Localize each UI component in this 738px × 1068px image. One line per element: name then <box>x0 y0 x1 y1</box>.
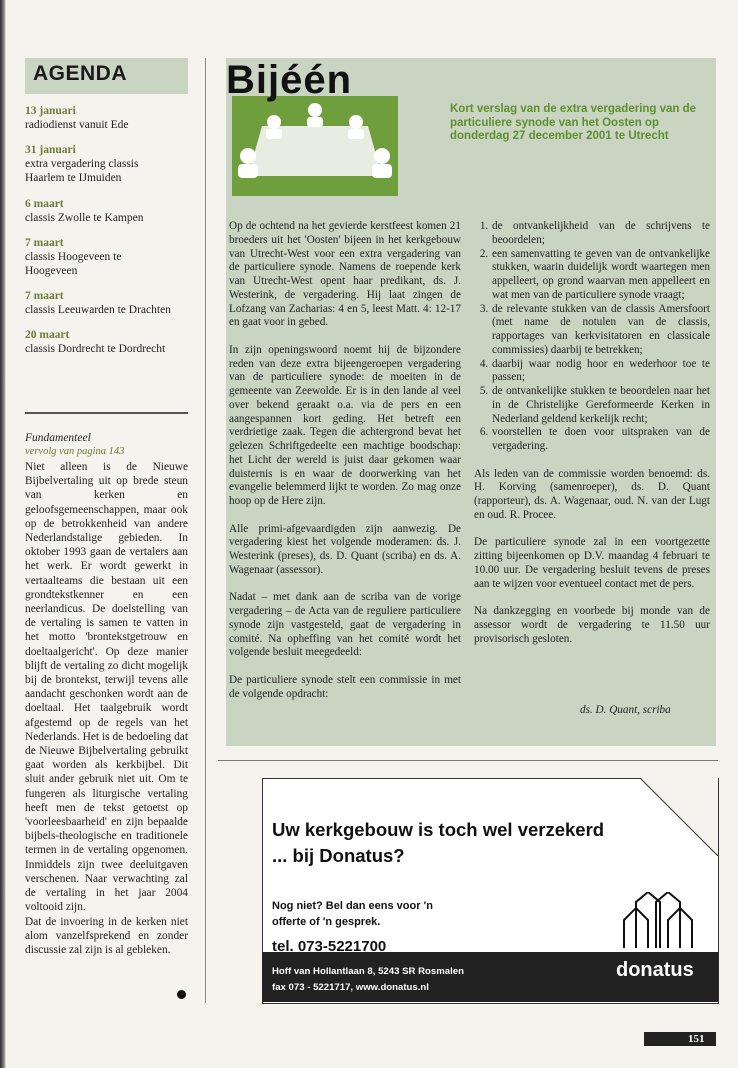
ad-headline-line: ... bij Donatus? <box>272 845 405 866</box>
agenda-text: radiodienst vanuit Ede <box>25 119 129 131</box>
article-subtitle: Kort verslag van de extra vergadering van de particuliere synode van het Oosten op donderdag 27 december 2001 te Utrecht <box>450 103 697 143</box>
page-number: 151 <box>688 1033 705 1045</box>
list-item: 2. een samenvatting te geven van de ontvankelijke stukken, waarin duidelijk wordt waartegen men appelleert, op grond waarvan men appelleert en wat men van de particuliere synode vraagt; <box>491 248 710 303</box>
agenda-item <box>25 104 188 132</box>
agenda-date: 31 januari <box>25 144 76 157</box>
list-item: 3. de relevante stukken van de classis Amersfoort (met name de notulen van de classis, rapportages van kerkvisitatoren en classicale commissies) daarbij te betrekken; <box>491 303 710 358</box>
article-paragraph: Alle primi-afgevaardigden zijn aanwezig. De vergadering kiest het volgende moderamen: ds. J. Westerink (preses), ds. D. Quant (scriba) en ds. A. Wagenaar (assessor). <box>229 522 461 576</box>
agenda-date: 6 maart <box>25 197 64 210</box>
bijeen-logo-text: Bijéén <box>226 58 353 102</box>
article-paragraph: Nadat – met dank aan de scriba van de vorige vergadering – de Acta van de reguliere particuliere synode zijn vastgesteld, gaat de vergadering in comité. Na opheffing van het comité wordt het volgende besluit meegedeeld: <box>229 591 461 659</box>
fundamenteel-body <box>25 460 188 957</box>
fundamenteel-title: Fundamenteel <box>25 432 91 444</box>
agenda-date: 13 januari <box>25 105 76 117</box>
article-paragraph: De particuliere synode zal in een voortgezette zitting bijeenkomen op D.V. maandag 4 februari te 10.00 uur. De vergadering besluit tevens de preses aan te wijzen voor eventueel contact met de pers. <box>474 536 710 590</box>
agenda-list <box>25 104 188 368</box>
fundamenteel-paragraph: Dat de invoering in de kerken niet alom vanzelfsprekend en zonder discussie zal zijn is al gebleken. <box>25 915 188 956</box>
article-paragraph: De particuliere synode stelt een commissie in met de volgende opdracht: <box>229 673 461 700</box>
list-item: 5. de ontvankelijke stukken te beoordelen naar het in de Christelijke Gereformeerde Kerken in Nederland geldend kerkelijk recht; <box>491 385 710 426</box>
article-paragraph: Op de ochtend na het gevierde kerstfeest komen 21 broeders uit het 'Oosten' bijeen in het kerkgebouw van Utrecht-West voor een extra vergadering van de particuliere synode. Namens de roepende kerk van Utrecht-West opent haar predikant, ds. J. Westerink, de vergadering. Hij laat zingen de Lofzang van Zacharias: 4 en 5, leest Matt. 4: 12-17 en gaat voor in gebed. <box>229 220 461 329</box>
article-paragraph: Als leden van de commissie worden benoemd: ds. H. Korving (samenroeper), ds. D. Quant (rapporteur), ds. A. Wagenaar, oud. N. van der Lugt en oud. R. Procee. <box>474 467 710 521</box>
agenda-text: classis Leeuwarden te Drachten <box>25 304 171 317</box>
ad-call-line: offerte of 'n gesprek. <box>272 916 381 928</box>
fundamenteel-paragraph: Niet alleen is de Nieuwe Bijbelvertaling uit op brede steun van kerken en geloofsgemeenschappen, maar ook op de betrokkenheid van andere Nederlandstalige gebieden. In oktober 1993 gaan de vertalers aan het werk. Er wordt gewerkt in vertaalteams die bestaan uit een grondtekstkenner en een neerlandicus. De doelstelling van de vertaling is samen te vatten in het motto 'brontekstgetrouw en doeltaalgericht'. Op deze manier blijft de vertaling zo dicht mogelijk bij de brontekst, terwijl tevens alle aandacht geschonken wordt aan de doeltaal. Het taalgebruik wordt afgestemd op de regels van het Nederlands. Het is de bedoeling dat de Nieuwe Bijbelvertaling gebruikt gaat worden als kerkbijbel. Dit sluit ander gebruik niet uit. Om te fungeren als liturgische vertaling heeft men de tekst getoetst op 'voorleesbaarheid' en zijn bepaalde bijbels-theologische en traditionele termen in de vertaling opgenomen. Inmiddels zijn twee deeluitgaven verschenen. Naar verwachting zal de vertaling in het jaar 2004 voltooid zijn. <box>25 461 188 914</box>
ad-address: Hoff van Hollantlaan 8, 5243 SR Rosmalen <box>272 966 464 977</box>
ad-call-to-action <box>272 898 433 930</box>
agenda-text: classis Hoogeveen te Hoogeveen <box>25 250 122 278</box>
donatus-brand: donatus <box>616 959 694 981</box>
agenda-date: 7 maart <box>25 236 64 249</box>
ad-phone: tel. 073-5221700 <box>272 938 387 952</box>
ad-fax-web: fax 073 - 5221717, www.donatus.nl <box>272 982 429 993</box>
section-divider <box>218 760 718 761</box>
list-item: 1. de ontvankelijkheid van de schrijvens te beoordelen; <box>491 220 710 248</box>
agenda-item <box>25 197 188 225</box>
fundamenteel-subtitle: vervolg van pagina 143 <box>25 446 125 457</box>
article-paragraph: Na dankzegging en voorbede bij monde van de assessor wordt de vergadering te 11.50 uur provisorisch gesloten. <box>474 605 710 645</box>
list-item: 6. voorstellen te doen voor uitspraken van de vergadering. <box>491 426 710 454</box>
end-bullet-icon <box>177 990 186 999</box>
article-column-1 <box>229 220 461 715</box>
agenda-text: extra vergadering classis Haarlem te IJmuiden <box>25 158 139 185</box>
ad-headline-line: Uw kerkgebouw is toch wel verzekerd <box>272 819 605 840</box>
agenda-item <box>25 289 188 317</box>
agenda-title: AGENDA <box>33 62 128 85</box>
ad-contact <box>272 964 464 996</box>
article-column-2 <box>474 220 710 660</box>
agenda-item <box>25 236 188 278</box>
agenda-item <box>25 143 188 185</box>
agenda-divider <box>25 412 188 414</box>
page-number-bar <box>644 1032 716 1046</box>
agenda-text: classis Dordrecht te Dordrecht <box>25 343 166 356</box>
agenda-date: 20 maart <box>25 329 70 342</box>
commission-task-list <box>474 220 710 454</box>
agenda-text: classis Zwolle te Kampen <box>25 211 144 224</box>
agenda-date: 7 maart <box>25 290 64 303</box>
article-signature: ds. D. Quant, scriba <box>580 704 671 716</box>
page-binding-edge <box>0 0 6 1068</box>
list-item: 4. daarbij waar nodig hoor en wederhoor toe te passen; <box>491 358 710 386</box>
column-divider <box>205 58 206 1003</box>
article-paragraph: In zijn openingswoord noemt hij de bijzondere reden van deze extra bijeengeroepen vergadering van de particuliere synode: de moeiten in de gemeente van Zeewolde. Er is in den lande al veel over bekend geraakt o.a. via de pers en een aangespannen kort geding. Het betreft een verdrietige zaak. Tegen die achtergrond bevat het gelezen Schriftgedeelte een machtige boodschap: het Licht der wereld is juist daar gekomen waar duisternis is en waar de doorwerking van het evangelie belemmerd lijkt te worden. Zo mag onze hoop op de Here zijn. <box>229 343 461 507</box>
ad-headline <box>272 817 652 869</box>
agenda-item <box>25 328 188 356</box>
ad-call-line: Nog niet? Bel dan eens voor 'n <box>272 900 433 912</box>
meeting-table-icon <box>232 96 398 196</box>
church-building-icon <box>620 892 696 950</box>
